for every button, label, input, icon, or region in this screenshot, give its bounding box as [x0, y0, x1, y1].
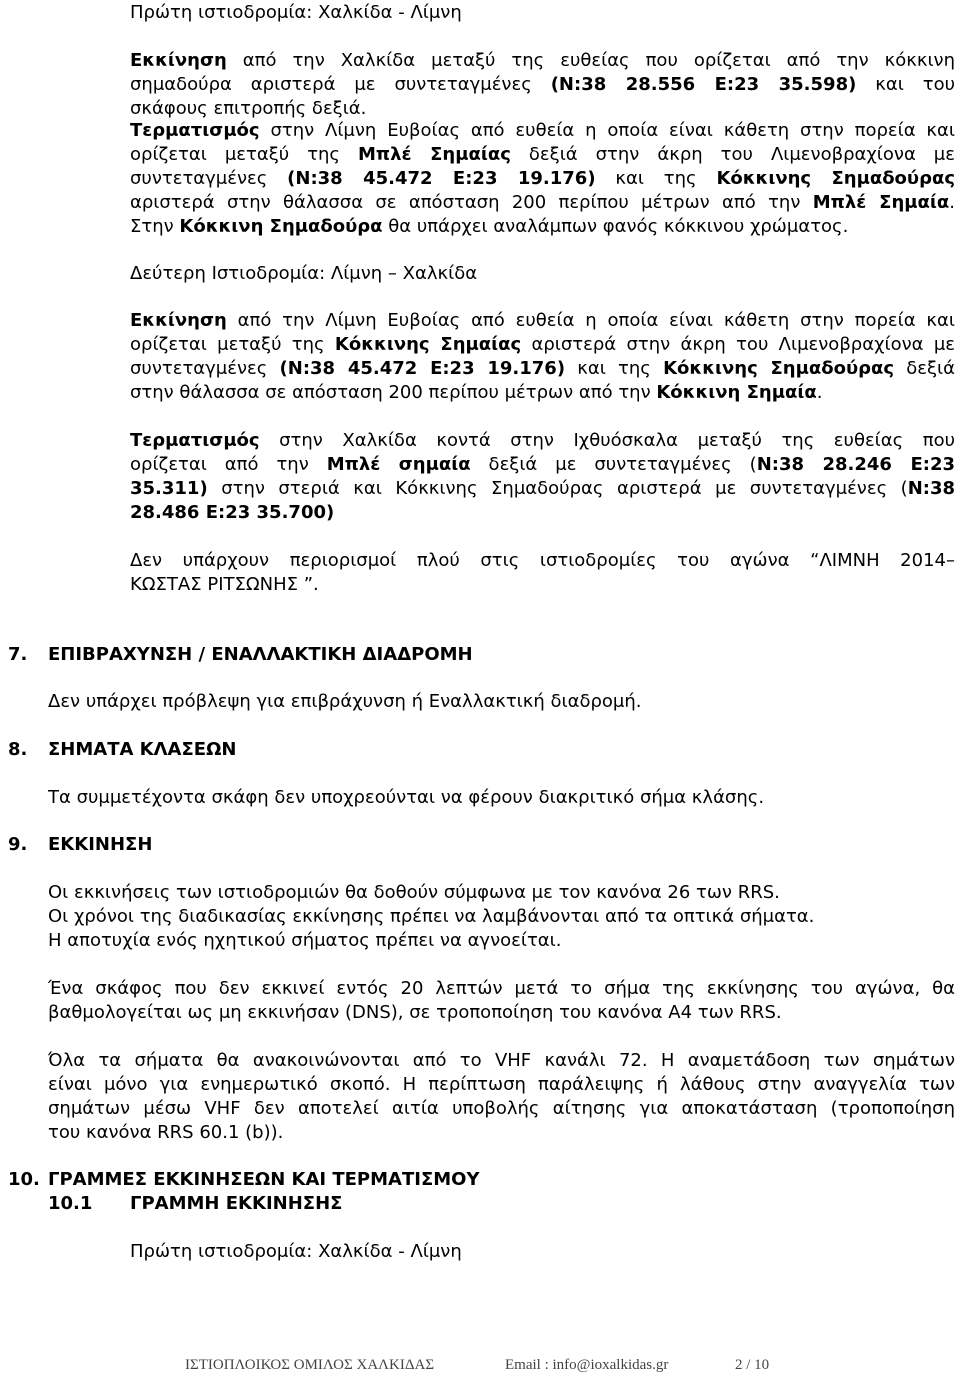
text-run: και της [595, 168, 717, 189]
text-line [48, 977, 955, 1001]
text-run: . [949, 192, 955, 213]
text-line [130, 167, 955, 191]
text-line [48, 1097, 955, 1121]
bold-text-run: N:38 [907, 478, 955, 499]
text-line [48, 905, 955, 929]
text-run: Οι εκκινήσεις των ιστιοδρομιών θα δοθούν σύμφωνα με τον κανόνα 26 των RRS. [48, 882, 780, 903]
text-run: δεξιά με συντεταγμένες ( [470, 454, 757, 475]
text-line [48, 1073, 955, 1097]
text-line [48, 1049, 955, 1073]
section7-heading [0, 643, 960, 667]
text-line [130, 573, 955, 597]
text-run: Δεν υπάρχουν περιορισμοί πλού στις ιστιοδρομίες του αγώνα “ΛΙΜΝΗ 2014– [130, 550, 955, 571]
text-line [130, 97, 955, 121]
bold-text-run: Τερματισμός [130, 430, 260, 451]
text-line [130, 309, 955, 333]
bold-text-run: Εκκίνηση [130, 50, 227, 71]
bold-text-run: N:38 28.246 E:23 [756, 454, 955, 475]
section8-number: 8. [8, 739, 28, 760]
text-run: Η αποτυχία ενός ηχητικού σήματος πρέπει να αγνοείται. [48, 930, 562, 951]
text-run: και του [856, 74, 955, 95]
section9-heading [0, 833, 960, 857]
bold-text-run: Κόκκινης Σημαδούρας [716, 168, 955, 189]
bold-text-run: Μπλέ Σημαία [812, 192, 950, 213]
bold-text-run: (N:38 45.472 E:23 19.176) [279, 358, 566, 379]
race1-title: Πρώτη ιστιοδρομία: Χαλκίδα - Λίμνη [130, 2, 462, 23]
text-run: Τα συμμετέχοντα σκάφη δεν υποχρεούνται να φέρουν διακριτικό σήμα κλάσης. [48, 787, 765, 808]
text-line [48, 1121, 955, 1145]
text-run: του κανόνα RRS 60.1 (b)). [48, 1122, 284, 1143]
text-run: από την Λίμνη Ευβοίας από ευθεία η οποία είναι κάθετη στην πορεία και [226, 310, 955, 331]
text-run: σκάφους επιτροπής δεξιά. [130, 98, 367, 119]
race2-start-paragraph [130, 309, 955, 405]
text-line [48, 690, 955, 714]
text-run: σημάτων μέσω VHF δεν αποτελεί αιτία υποβολής αίτησης για αποκατάσταση (τροποποίηση [48, 1098, 955, 1119]
text-run: αριστερά στην θάλασσα σε απόσταση 200 περίπου μέτρων από την [130, 192, 813, 213]
text-run: αριστερά στην άκρη του Λιμενοβραχίονα με [521, 334, 955, 355]
text-run: Ένα σκάφος που δεν εκκινεί εντός 20 λεπτών μετά το σήμα της εκκίνησης του αγώνα, θα [48, 978, 955, 999]
section9-dns-paragraph [48, 977, 955, 1025]
race1-start-paragraph [130, 49, 955, 121]
section9-number: 9. [8, 834, 28, 855]
text-run: συντεταγμένες [130, 168, 288, 189]
text-line [130, 381, 955, 405]
text-run: δεξιά στην άκρη του Λιμενοβραχίονα με [510, 144, 955, 165]
text-run: είναι μόνο για ενημερωτικό σκοπό. Η περίπτωση παράλειψης ή λάθους στην αναγγελία των [48, 1074, 955, 1095]
bold-text-run: (N:38 45.472 E:23 19.176) [287, 168, 596, 189]
section9-title: ΕΚΚΙΝΗΣΗ [48, 834, 153, 855]
race2-finish-paragraph [130, 429, 955, 525]
text-run: Στην [130, 216, 180, 237]
bold-text-run: Κόκκινη Σημαδούρα [179, 216, 383, 237]
section10-1-number: 10.1 [48, 1193, 93, 1214]
text-run: στην στεριά και Κόκκινης Σημαδούρας αριστερά με συντεταγμένες ( [207, 478, 908, 499]
section10-title: ΓΡΑΜΜΕΣ ΕΚΚΙΝΗΣΕΩΝ ΚΑΙ ΤΕΡΜΑΤΙΣΜΟΥ [48, 1169, 480, 1190]
bold-text-run: Κόκκινης Σημαδούρας [663, 358, 895, 379]
section10-1-heading [0, 1192, 960, 1216]
text-line [48, 881, 955, 905]
text-run: ορίζεται μεταξύ της [130, 334, 335, 355]
text-run: ορίζεται μεταξύ της [130, 144, 359, 165]
text-line [48, 929, 955, 953]
bold-text-run: Τερματισμός [130, 120, 260, 141]
race2-note-paragraph [130, 549, 955, 597]
text-run: θα υπάρχει αναλάμπων φανός κόκκινου χρώματος. [382, 216, 849, 237]
text-line [130, 549, 955, 573]
text-line [130, 357, 955, 381]
race1-finish-paragraph [130, 119, 955, 239]
section10-1-title: ΓΡΑΜΜΗ ΕΚΚΙΝΗΣΗΣ [130, 1193, 343, 1214]
section10-heading [0, 1168, 960, 1192]
text-line [48, 1001, 955, 1025]
text-line [130, 191, 955, 215]
bold-text-run: Εκκίνηση [130, 310, 227, 331]
text-run: . [816, 382, 823, 403]
footer-page-number: 2 / 10 [735, 1357, 770, 1373]
text-line [130, 429, 955, 453]
bold-text-run: (N:38 28.556 E:23 35.598) [550, 74, 857, 95]
text-run: Δεν υπάρχει πρόβλεψη για επιβράχυνση ή Εναλλακτική διαδρομή. [48, 691, 642, 712]
text-line [130, 453, 955, 477]
text-line [130, 501, 955, 525]
text-run: βαθμολογείται ως μη εκκινήσαν (DNS), σε τροποποίηση του κανόνα A4 των RRS. [48, 1002, 782, 1023]
text-run: και της [565, 358, 664, 379]
section8-title: ΣΗΜΑΤΑ ΚΛΑΣΕΩΝ [48, 739, 237, 760]
text-run: δεξιά [894, 358, 955, 379]
section7-number: 7. [8, 644, 28, 665]
text-line [130, 477, 955, 501]
text-line [130, 333, 955, 357]
section7-text [48, 690, 955, 714]
text-line [130, 143, 955, 167]
text-line [130, 49, 955, 73]
bold-text-run: Μπλέ σημαία [326, 454, 471, 475]
text-run: σημαδούρα αριστερά με συντεταγμένες [130, 74, 551, 95]
text-run: από την Χαλκίδα μεταξύ της ευθείας που ορίζεται από την κόκκινη [226, 50, 955, 71]
race2-title: Δεύτερη Ιστιοδρομία: Λίμνη – Χαλκίδα [130, 263, 478, 284]
bold-text-run: 28.486 E:23 35.700) [130, 502, 335, 523]
text-line [130, 215, 955, 239]
text-run: στην Χαλκίδα κοντά στην Ιχθυόσκαλα μεταξύ της ευθείας που [259, 430, 955, 451]
bold-text-run: Μπλέ Σημαίας [358, 144, 511, 165]
text-run: Όλα τα σήματα θα ανακοινώνονται από το VHF κανάλι 72. Η αναμετάδοση των σημάτων [48, 1050, 955, 1071]
section10-number: 10. [8, 1169, 40, 1190]
page-footer [0, 1355, 960, 1375]
text-run: Οι χρόνοι της διαδικασίας εκκίνησης πρέπει να λαμβάνονται από τα οπτικά σήματα. [48, 906, 815, 927]
bold-text-run: Κόκκινης Σημαίας [334, 334, 522, 355]
text-run: στην Λίμνη Ευβοίας από ευθεία η οποία είναι κάθετη στην πορεία και [259, 120, 955, 141]
section7-title: ΕΠΙΒΡΑΧΥΝΣΗ / ΕΝΑΛΛΑΚΤΙΚΗ ΔΙΑΔΡΟΜΗ [48, 644, 473, 665]
bold-text-run: 35.311) [130, 478, 208, 499]
text-run: στην θάλασσα σε απόσταση 200 περίπου μέτρων από την [130, 382, 657, 403]
text-run: ορίζεται από την [130, 454, 327, 475]
text-line [48, 786, 955, 810]
text-line [130, 73, 955, 97]
section10-1-race-title: Πρώτη ιστιοδρομία: Χαλκίδα - Λίμνη [130, 1241, 462, 1262]
text-run: συντεταγμένες [130, 358, 280, 379]
footer-club-name: ΙΣΤΙΟΠΛΟΙΚΟΣ ΟΜΙΛΟΣ ΧΑΛΚΙΔΑΣ [185, 1357, 435, 1373]
section8-text [48, 786, 955, 810]
text-line [130, 119, 955, 143]
section8-heading [0, 738, 960, 762]
bold-text-run: Κόκκινη Σημαία [656, 382, 817, 403]
text-run: ΚΩΣΤΑΣ ΡΙΤΣΩΝΗΣ ”. [130, 574, 319, 595]
section9-vhf-paragraph [48, 1049, 955, 1145]
section9-rules-paragraph [48, 881, 955, 953]
footer-email: Email : info@ioxalkidas.gr [505, 1357, 669, 1373]
